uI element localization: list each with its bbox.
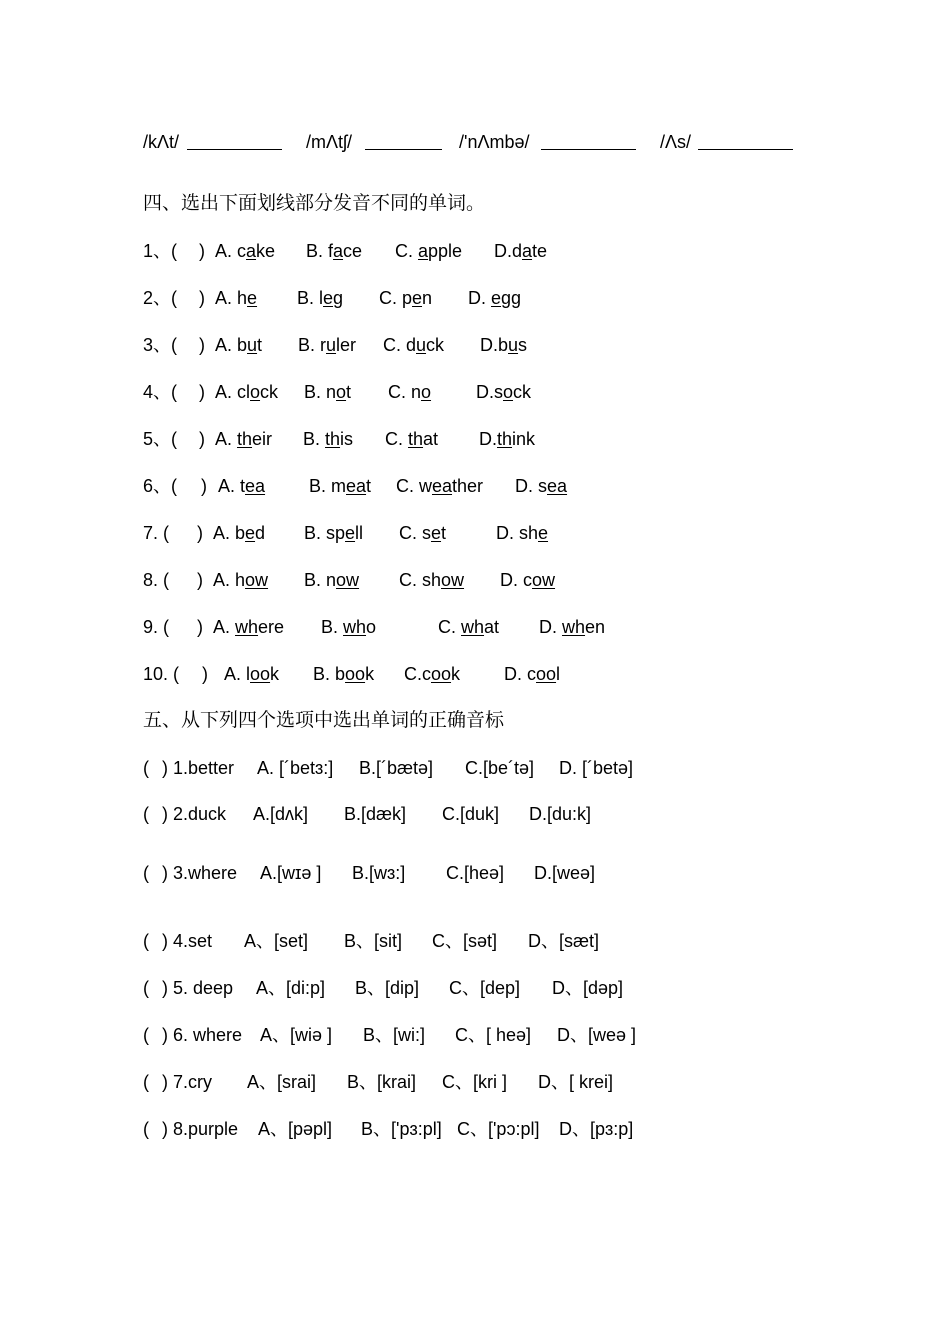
question-number: 6、( [143, 476, 178, 496]
underlined-letters: e [245, 523, 256, 543]
option-text: ll [355, 523, 364, 543]
option [539, 616, 605, 638]
option [304, 381, 351, 403]
option [515, 475, 567, 497]
option: C、['pɔ:pl] [457, 1119, 540, 1139]
option-text: is [340, 429, 354, 449]
underlined-letters: wh [461, 617, 485, 637]
underlined-letters: oo [345, 664, 366, 684]
option-text: t [346, 382, 352, 402]
answer-blank[interactable] [541, 131, 636, 150]
option [388, 381, 431, 403]
option-text: C. sh [399, 570, 442, 590]
option [496, 522, 548, 544]
underlined-letters: oo [250, 664, 271, 684]
option: B.[dæk] [344, 804, 407, 824]
underlined-letters: u [247, 335, 258, 355]
phonetic-text: /'nΛmbə/ [459, 132, 530, 152]
option: A. [´betɜ:] [257, 758, 334, 778]
question-number: 9. ( [143, 617, 170, 637]
option: D.[weə] [534, 863, 596, 883]
option [215, 240, 275, 262]
option: B.[wɜ:] [352, 863, 406, 883]
answer-paren[interactable]: ) [197, 617, 203, 637]
section4-title: 四、选出下面划线部分发音不同的单词。 [143, 193, 486, 214]
underlined-letters: e [345, 523, 356, 543]
answer-paren[interactable]: ) [199, 241, 205, 261]
option-text: A. h [213, 570, 246, 590]
option-text: s [518, 335, 528, 355]
option-text: D. s [515, 476, 548, 496]
option-text: d [255, 523, 266, 543]
option [438, 616, 499, 638]
option-text: C. p [379, 288, 413, 308]
answer-paren[interactable]: ( [143, 931, 149, 951]
option [213, 569, 268, 591]
question-number: 7. ( [143, 523, 170, 543]
option [504, 663, 560, 685]
option: B、[wi:] [363, 1025, 426, 1045]
underlined-letters: a [522, 241, 533, 261]
underlined-letters: ea [547, 476, 568, 496]
answer-paren[interactable]: ) [197, 523, 203, 543]
question-stem: ) 6. where [162, 1025, 243, 1045]
answer-paren[interactable]: ) [199, 288, 205, 308]
answer-paren[interactable]: ( [143, 804, 149, 824]
option-text: ler [336, 335, 357, 355]
option-text: n [422, 288, 433, 308]
question-number: 1、( [143, 241, 178, 261]
option-text: eir [252, 429, 273, 449]
answer-paren[interactable]: ( [143, 978, 149, 998]
option: C.[be´tə] [465, 758, 535, 778]
section5-title: 五、从下列四个选项中选出单词的正确音标 [143, 710, 505, 731]
option-text: A. cl [215, 382, 251, 402]
option [213, 616, 284, 638]
option [224, 663, 279, 685]
question-number: 10. ( [143, 664, 180, 684]
underlined-letters: u [416, 335, 427, 355]
underlined-letters: th [325, 429, 341, 449]
option-text: k [451, 664, 461, 684]
option: A.[dʌk] [253, 804, 309, 824]
phonetic-item [306, 131, 352, 153]
option-text: D.b [480, 335, 509, 355]
option [304, 569, 359, 591]
question-number: 8. ( [143, 570, 170, 590]
option [298, 334, 356, 356]
option: C、[sət] [432, 931, 498, 951]
option-text: D. [479, 429, 497, 449]
answer-paren[interactable]: ) [199, 335, 205, 355]
answer-paren[interactable]: ( [143, 1072, 149, 1092]
option-text: C. [438, 617, 462, 637]
option: B、[sit] [344, 931, 403, 951]
underlined-letters: oo [536, 664, 557, 684]
option [500, 569, 555, 591]
question-stem: ) 5. deep [162, 978, 234, 998]
phonetic-item [660, 131, 691, 153]
underlined-letters: o [421, 382, 432, 402]
option: A.[wɪə ] [260, 863, 322, 883]
underlined-letters: u [508, 335, 519, 355]
option [395, 240, 462, 262]
underlined-letters: o [503, 382, 514, 402]
option-text: te [532, 241, 548, 261]
answer-paren[interactable]: ) [199, 382, 205, 402]
underlined-letters: ea [432, 476, 453, 496]
option-text: B. l [297, 288, 324, 308]
underlined-letters: e [538, 523, 549, 543]
option-text: B. n [304, 570, 337, 590]
option: A、[set] [244, 931, 309, 951]
option-text: ce [343, 241, 363, 261]
phonetic-text: /mΛtʃ/ [306, 132, 353, 152]
option [313, 663, 374, 685]
answer-paren[interactable]: ( [143, 1025, 149, 1045]
option-text: B. n [304, 382, 337, 402]
question-number: 5、( [143, 429, 178, 449]
option: D、[ krei] [538, 1072, 614, 1092]
option-text: C.c [404, 664, 431, 684]
option [297, 287, 343, 309]
option-text: D.s [476, 382, 503, 402]
option-text: A. b [213, 523, 246, 543]
option-text: k [270, 664, 280, 684]
option [215, 428, 272, 450]
option [215, 287, 257, 309]
option-text: B. f [306, 241, 334, 261]
phonetic-item [143, 131, 179, 153]
option-text: pple [428, 241, 463, 261]
option-text: k [365, 664, 375, 684]
option-text: B. r [298, 335, 327, 355]
underlined-letters: ea [346, 476, 367, 496]
option [218, 475, 265, 497]
option-text: ink [512, 429, 536, 449]
option-text: at [423, 429, 439, 449]
option [215, 334, 262, 356]
option [213, 522, 265, 544]
answer-paren[interactable]: ( [143, 1119, 149, 1139]
option [494, 240, 547, 262]
option: A、[di:p] [256, 978, 326, 998]
option: D、[pɜ:p] [559, 1119, 634, 1139]
phonetic-text: /Λs/ [660, 132, 692, 152]
option: D、[sæt] [528, 931, 600, 951]
answer-blank[interactable] [187, 131, 282, 150]
option-text: A. [215, 429, 238, 449]
underlined-letters: ea [245, 476, 266, 496]
option-text: D. c [504, 664, 537, 684]
option-text: ere [258, 617, 285, 637]
option-text: C. n [388, 382, 422, 402]
option-text: C. [395, 241, 419, 261]
option-text: A. t [218, 476, 246, 496]
option [306, 240, 362, 262]
underlined-letters: e [247, 288, 258, 308]
answer-paren[interactable]: ) [202, 664, 208, 684]
option: C、[kri ] [442, 1072, 507, 1092]
option [480, 334, 527, 356]
option [309, 475, 371, 497]
question-stem: ) 3.where [162, 863, 238, 883]
question-number: 4、( [143, 382, 178, 402]
underlined-letters: th [408, 429, 424, 449]
option-text: D.d [494, 241, 523, 261]
option-text: A. h [215, 288, 248, 308]
option [303, 428, 353, 450]
option-text: C. d [383, 335, 417, 355]
option [399, 569, 464, 591]
option: C.[duk] [442, 804, 500, 824]
question-stem: ) 4.set [162, 931, 213, 951]
option-text: A. l [224, 664, 251, 684]
question-number: 3、( [143, 335, 178, 355]
option-text: B. [321, 617, 344, 637]
underlined-letters: oo [431, 664, 452, 684]
option: B、['pɜ:pl] [361, 1119, 442, 1139]
underlined-letters: e [412, 288, 423, 308]
option: B、[dip] [355, 978, 420, 998]
option-text: C. s [399, 523, 432, 543]
underlined-letters: wh [343, 617, 367, 637]
option-text: D. c [500, 570, 533, 590]
question-number: 2、( [143, 288, 178, 308]
option-text: ck [426, 335, 445, 355]
answer-paren[interactable]: ) [199, 429, 205, 449]
option [383, 334, 444, 356]
underlined-letters: o [250, 382, 261, 402]
question-stem: ) 1.better [162, 758, 235, 778]
option-text: A. b [215, 335, 248, 355]
option [404, 663, 460, 685]
underlined-letters: e [323, 288, 334, 308]
underlined-letters: a [418, 241, 429, 261]
option-text: t [257, 335, 263, 355]
option: C、[ heə] [455, 1025, 532, 1045]
option [476, 381, 531, 403]
option-text: at [484, 617, 500, 637]
option [399, 522, 446, 544]
option: D、[weə ] [557, 1025, 637, 1045]
option-text: ck [513, 382, 532, 402]
option: D. [´betə] [559, 758, 634, 778]
underlined-letters: e [491, 288, 502, 308]
underlined-letters: th [497, 429, 513, 449]
option-text: B. sp [304, 523, 346, 543]
underlined-letters: a [333, 241, 344, 261]
answer-paren[interactable]: ( [143, 758, 149, 778]
answer-blank[interactable] [698, 131, 793, 150]
option: A、[wiə ] [260, 1025, 333, 1045]
answer-paren[interactable]: ( [143, 863, 149, 883]
underlined-letters: th [237, 429, 253, 449]
phonetic-text: /kΛt/ [143, 132, 180, 152]
question-stem: ) 7.cry [162, 1072, 213, 1092]
option-text: B. m [309, 476, 347, 496]
option-text: t [366, 476, 372, 496]
option-text: gg [501, 288, 522, 308]
underlined-letters: ow [532, 570, 556, 590]
underlined-letters: a [246, 241, 257, 261]
option-text: D. [468, 288, 492, 308]
option-text: A. c [215, 241, 247, 261]
phonetic-item [459, 131, 530, 153]
option [396, 475, 483, 497]
option: A、[pəpl] [258, 1119, 333, 1139]
question-stem: ) 8.purple [162, 1119, 239, 1139]
option: B.[´bætə] [359, 758, 434, 778]
option-text: en [585, 617, 606, 637]
underlined-letters: ow [245, 570, 269, 590]
option-text: A. [213, 617, 236, 637]
option-text: ther [452, 476, 484, 496]
option-text: t [441, 523, 447, 543]
option-text: B. [303, 429, 326, 449]
underlined-letters: wh [235, 617, 259, 637]
underlined-letters: u [326, 335, 337, 355]
option-text: l [556, 664, 561, 684]
option [304, 522, 363, 544]
underlined-letters: wh [562, 617, 586, 637]
option: D.[du:k] [529, 804, 592, 824]
option: D、[dəp] [552, 978, 624, 998]
question-stem: ) 2.duck [162, 804, 227, 824]
answer-paren[interactable]: ) [197, 570, 203, 590]
underlined-letters: e [431, 523, 442, 543]
option [468, 287, 521, 309]
option: C.[heə] [446, 863, 505, 883]
underlined-letters: o [336, 382, 347, 402]
underlined-letters: ow [441, 570, 465, 590]
option [321, 616, 376, 638]
option-text: D. [539, 617, 563, 637]
option: C、[dep] [449, 978, 521, 998]
option [215, 381, 278, 403]
option-text: ke [256, 241, 276, 261]
option-text: o [366, 617, 377, 637]
option-text: g [333, 288, 344, 308]
option-text: C. [385, 429, 409, 449]
option [385, 428, 438, 450]
option-text: B. b [313, 664, 346, 684]
option: A、[srai] [247, 1072, 317, 1092]
answer-blank[interactable] [365, 131, 442, 150]
answer-paren[interactable]: ) [201, 476, 207, 496]
option-text: C. w [396, 476, 432, 496]
option [379, 287, 432, 309]
option-text: D. sh [496, 523, 539, 543]
option-text: ck [260, 382, 279, 402]
option: B、[krai] [347, 1072, 417, 1092]
underlined-letters: ow [336, 570, 360, 590]
option [479, 428, 535, 450]
